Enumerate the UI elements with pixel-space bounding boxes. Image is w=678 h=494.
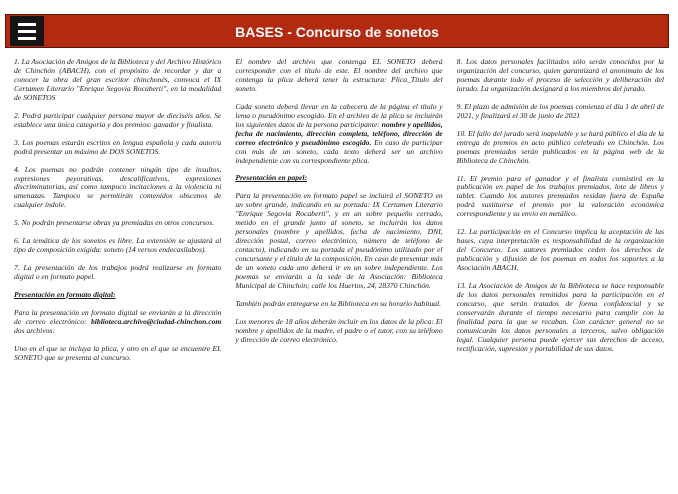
menu-line [18, 23, 36, 26]
menu-line [18, 37, 36, 40]
submission-email-link[interactable]: biblioteca.archivo@ciudad-chinchon.com [90, 317, 222, 327]
rule-4: 4. Los poemas no podrán contener ningún tipo de insultos, expresiones peyorativas, descalificativos, expresiones discriminatorias, así como tampoco incitaciones a la violencia ni amenazas. Tampoco se permitirán contenidos obscenos de cualquier índole. [14, 164, 222, 210]
digital-files-paragraph: Uno en el que se incluya la plica, y otro en el que se encuentre EL SONETO que se presenta al concurso. [14, 343, 222, 362]
rule-9: 9. El plazo de admisión de los poemas comienza el día 1 de abril de 2021, y finalizará el 30 de junio de 2021 [456, 101, 664, 120]
minors-paragraph: Los menores de 18 años deberán incluir en los datos de la plica: El nombre y apellidos de la madre, el padre o el tutor, con su teléfono y dirección de correo electrónico. [235, 316, 443, 344]
rule-7: 7. La presentación de los trabajos podrá realizarse en formato digital o en formato papel. [14, 263, 222, 282]
digital-submission-paragraph [14, 309, 221, 336]
rule-6: 6. La temática de los sonetos es libre. La extensión se ajustará al tipo de composición exigida: soneto (14 versos endecasílabos). [14, 236, 222, 255]
rule-5: 5. No podrán presentarse obras ya premiadas en otros concursos. [14, 218, 215, 228]
bases-content [14, 58, 664, 490]
column-1 [14, 58, 221, 490]
hamburger-menu-icon[interactable] [10, 16, 44, 46]
section-digital-heading: Presentación en formato digital: [14, 290, 116, 300]
plica-data-text-end: En caso de participar con más de un soneto, cada texto deberá ser un archivo independiente con su correspondiente plica. [235, 137, 443, 165]
rule-13: 13. La Asociación de Amigos de la Biblioteca se hace responsable de los datos personales remitidos para la participación en el concurso, que serán tratados de forma confidencial y se conservarán durante el tiempo necesario para cumplir con la finalidad para la que se recaban. Con carácter general no se comunicarán los datos personales a terceros, salvo obligación legal. Cualquier persona puede ejercer sus derechos de acceso, rectificación, supresión y portabilidad de sus datos. [456, 281, 664, 353]
section-paper-heading: Presentación en papel: [235, 173, 308, 183]
file-naming-paragraph: El nombre del archivo que contenga EL SONETO deberá corresponder con el título de este. El nombre del archivo que contenga la plica deberá tener la estructura: Plica_Título del soneto. [235, 58, 443, 93]
rule-11: 11. El premio para el ganador y el finalista consistirá en la publicación en papel de los trabajos premiados, lote de libros y tablet. Cuando los autores premiados residan fuera de España podrá sustituirse el premio por la valoración económica correspondiente y su envío en metálico. [456, 173, 664, 219]
plica-required-fields: nombre y apellidos, fecha de nacimiento, dirección completa, teléfono, dirección de correo electrónico y pseudónimo escogido. [235, 119, 443, 147]
column-3 [457, 58, 664, 490]
page-title: BASES - Concurso de sonetos [235, 24, 439, 40]
rule-12: 12. La participación en el Concurso implica la aceptación de las bases, cuya interpretación es responsabilidad de la organización del Concurso. Los autores premiados ceden los derechos de publicación y difusión de los poemas en todos los soportes a la Asociación ABACH. [456, 227, 664, 273]
column-2 [235, 58, 442, 490]
plica-data-paragraph [235, 103, 442, 166]
rule-3: 3. Los poemas estarán escritos en lengua española y cada autor/a podrá presentar un máximo de DOS SONETOS. [14, 137, 222, 156]
rule-10: 10. El fallo del jurado será inapelable y se hará público el día de la entrega de premios en acto público celebrado en Chinchón. Los poemas premiados serán publicados en la página web de la Biblioteca de Chinchón. [456, 128, 664, 165]
menu-line [18, 30, 36, 33]
rule-2: 2. Podrá participar cualquier persona mayor de dieciséis años. Se establece una única categoría y dos premios: ganador y finalista. [14, 110, 222, 129]
library-delivery-paragraph: También podrán entregarse en la Biblioteca en su horario habitual. [235, 298, 442, 308]
rule-1: 1. La Asociación de Amigos de la Biblioteca y del Archivo Histórico de Chinchón (ABACH), con el propósito de recordar y dar a conocer la obra del gran escritor chinchonés, convoca el IX Certamen Literario "Enrique Segovia Rocaberti", en la modalidad de SONETOS [14, 58, 222, 102]
plica-data-text: Cada soneto deberá llevar en la cabecera de la página el título y lema o pseudónimo escogido. En el archivo de la plica se incluirán los siguientes datos de la persona participante: [235, 101, 443, 129]
digital-submission-text-end: dos archivos: [14, 325, 55, 335]
header-bar [5, 14, 669, 48]
paper-submission-paragraph: Para la presentación en formato papel se incluirá el SONETO en un sobre grande, indicando en su portada: IX Certamen Literario "Enrique Segovia Rocaberti", y en un sobre pequeño cerrado, metido en el grande junto al soneto, se incluirán los datos personales (nombre y apellidos, fecha de nacimiento, DNI, dirección postal, correo electrónico, número de teléfono de contacto), indicando en su portada el pseudónimo utilizado por el concursante y el título de la composición. En caso de presentar más de un soneto cada uno deberá ir en un sobre independiente. Los poemas se enviarán a la sede de la Asociación: Biblioteca Municipal de Chinchón; calle los Huertos, 24, 28370 Chinchón. [235, 191, 443, 290]
rule-8: 8. Los datos personales facilitados sólo serán conocidos por la organización del concurso, quien garantizará el anonimato de los poemas durante todo el proceso de selección y deliberación del jurado. La organización designará a los miembros del jurado. [456, 58, 664, 93]
digital-submission-text: Para la presentación en formato digital se enviarán a la dirección de correo electrónico: [14, 308, 222, 327]
